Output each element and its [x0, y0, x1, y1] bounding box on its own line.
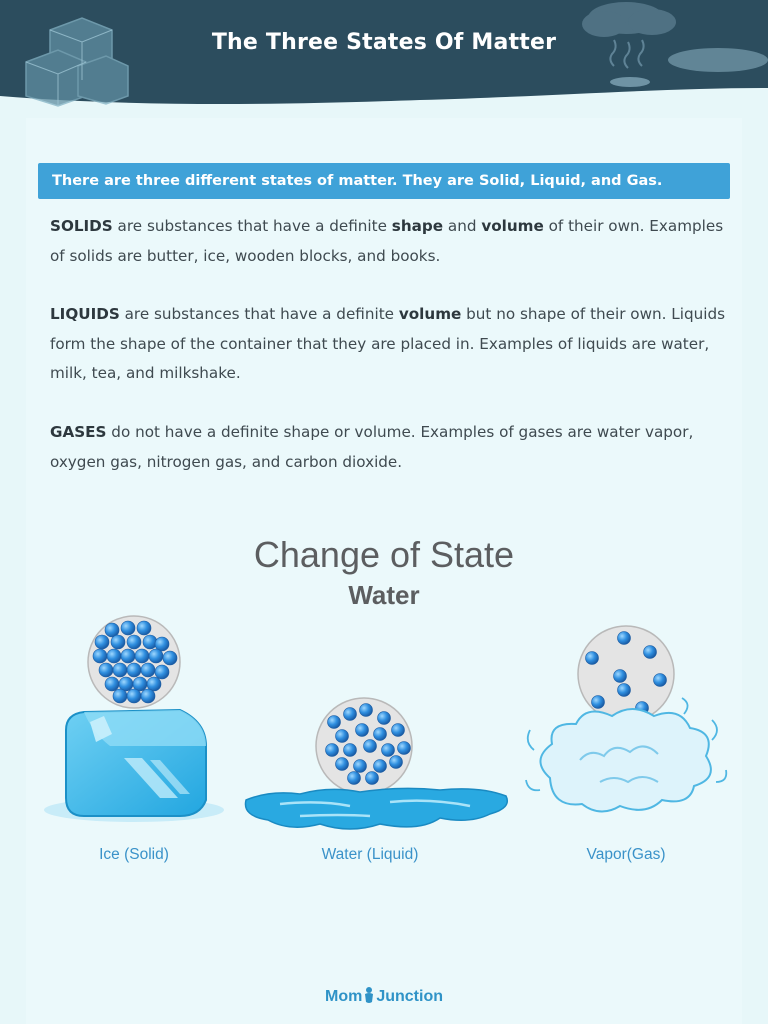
- vapor-cloud-icon: [526, 698, 726, 812]
- particle: [127, 635, 141, 649]
- particle: [111, 635, 125, 649]
- particle: [336, 758, 349, 771]
- gases-paragraph: [50, 418, 730, 477]
- particle: [374, 728, 387, 741]
- particle: [121, 649, 135, 663]
- particle: [135, 649, 149, 663]
- liquids-term: LIQUIDS: [50, 305, 120, 323]
- particle: [336, 730, 349, 743]
- particle: [366, 772, 379, 785]
- particle: [348, 772, 361, 785]
- particle: [113, 689, 127, 703]
- particle: [127, 689, 141, 703]
- logo-text-right: Junction: [376, 988, 443, 1005]
- solids-bold-volume: volume: [481, 217, 544, 235]
- liquid-particle-circle-icon: [316, 698, 412, 794]
- diagram-title: Change of State: [253, 534, 515, 575]
- momjunction-logo: [0, 986, 768, 1006]
- ice-cubes-icon: [20, 8, 140, 108]
- particle: [149, 649, 163, 663]
- particle: [360, 704, 373, 717]
- particle: [614, 670, 627, 683]
- particle: [344, 708, 357, 721]
- caption-liquid: Water (Liquid): [321, 846, 419, 863]
- particle: [326, 744, 339, 757]
- gas-particle-circle-icon: [578, 626, 674, 722]
- diagram-subtitle: Water: [348, 580, 420, 610]
- particle: [328, 716, 341, 729]
- page-header: [0, 0, 768, 118]
- particle: [99, 663, 113, 677]
- particle: [127, 663, 141, 677]
- particle: [356, 724, 369, 737]
- particle: [137, 621, 151, 635]
- solids-term: SOLIDS: [50, 217, 113, 235]
- particle: [382, 744, 395, 757]
- particle: [398, 742, 411, 755]
- liquids-paragraph: [50, 300, 730, 389]
- solids-text-1: are substances that have a definite: [112, 217, 392, 235]
- water-puddle-icon: [245, 788, 507, 829]
- logo-text-left: Mom: [325, 988, 363, 1005]
- gases-text-1: do not have a definite shape or volume. Examples of gases are water vapor, oxygen gas, nitrogen gas, and carbon dioxide.: [50, 423, 694, 471]
- particle: [141, 663, 155, 677]
- ice-block-icon: [44, 710, 224, 822]
- particle: [95, 635, 109, 649]
- particle: [618, 684, 631, 697]
- particle: [378, 712, 391, 725]
- rain-cloud-icon: [578, 0, 768, 110]
- particle: [390, 756, 403, 769]
- momjunction-logo-icon: [362, 986, 376, 1004]
- change-of-state-illustration: [0, 610, 768, 840]
- particle: [374, 760, 387, 773]
- particle: [344, 744, 357, 757]
- particle: [155, 665, 169, 679]
- particle: [364, 740, 377, 753]
- solids-text-2: and: [443, 217, 482, 235]
- page-title: The Three States Of Matter: [211, 30, 557, 55]
- solids-paragraph: [50, 212, 730, 271]
- liquids-text-2: but no shape of their own. Liquids form the shape of the container that they are placed in. Examples of liquids are water, milk, tea, and milkshake.: [50, 305, 726, 382]
- solid-particle-circle-icon: [88, 616, 180, 708]
- particle: [654, 674, 667, 687]
- particle: [586, 652, 599, 665]
- particle: [354, 760, 367, 773]
- liquids-text-1: are substances that have a definite: [119, 305, 399, 323]
- particle: [107, 649, 121, 663]
- particle: [392, 724, 405, 737]
- gases-term: GASES: [50, 423, 107, 441]
- particle: [93, 649, 107, 663]
- particle: [592, 696, 605, 709]
- particle: [644, 646, 657, 659]
- particle: [163, 651, 177, 665]
- solids-text-3: of their own. Examples of solids are butter, ice, wooden blocks, and books.: [50, 217, 724, 265]
- caption-gas: Vapor(Gas): [586, 846, 666, 863]
- caption-solid: Ice (Solid): [99, 846, 169, 863]
- intro-banner: There are three different states of matter. They are Solid, Liquid, and Gas.: [38, 163, 730, 199]
- particle: [141, 689, 155, 703]
- solids-bold-shape: shape: [391, 217, 444, 235]
- particle: [143, 635, 157, 649]
- particle: [121, 621, 135, 635]
- liquids-bold-volume: volume: [398, 305, 462, 323]
- particle: [105, 677, 119, 691]
- particle: [618, 632, 631, 645]
- particle: [113, 663, 127, 677]
